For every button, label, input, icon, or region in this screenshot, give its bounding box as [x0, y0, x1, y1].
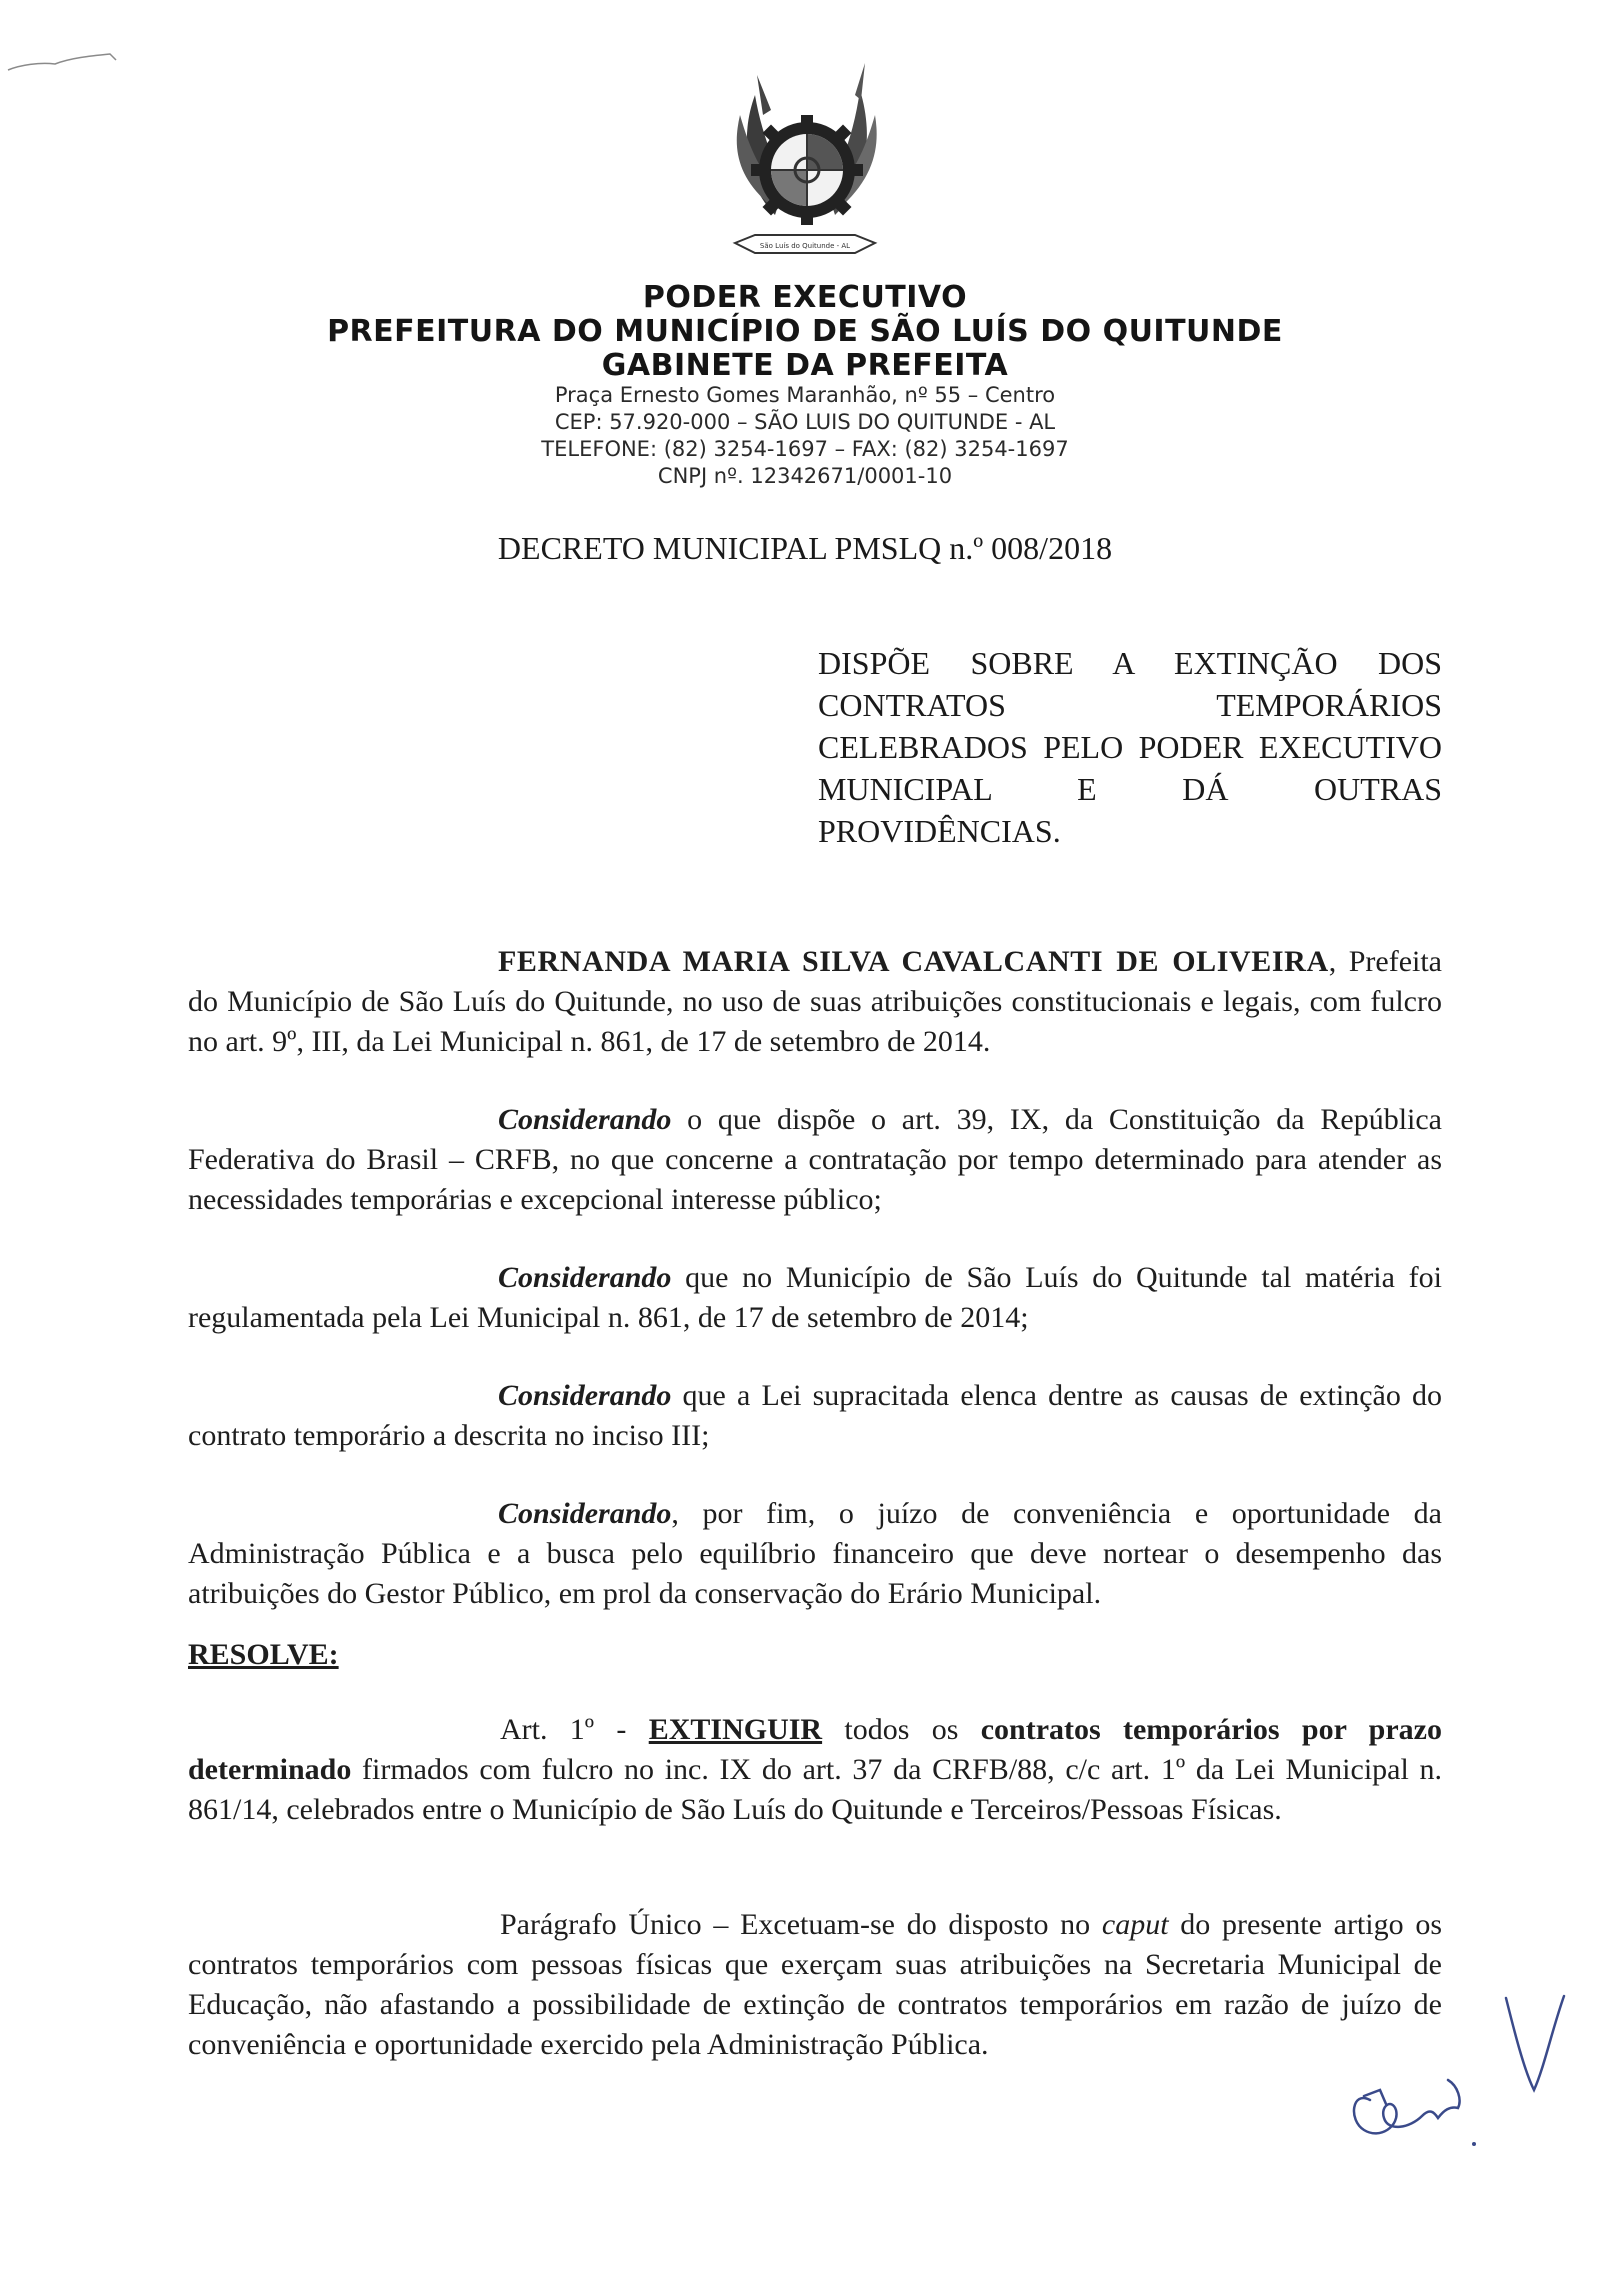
resolve-heading: RESOLVE: — [188, 1638, 339, 1671]
article-1 — [188, 1710, 1442, 1830]
header-line-gabinete: GABINETE DA PREFEITA — [601, 348, 1009, 383]
considerando-text: que a Lei supracitada elenca dentre as causas de extinção do contrato temporário a descrita no inciso III; — [188, 1379, 1442, 1452]
considerando-paragraph-4 — [188, 1494, 1442, 1614]
handwritten-initials-signature — [1340, 2060, 1480, 2150]
municipal-crest-logo — [715, 55, 895, 270]
considerando-paragraph-2 — [188, 1258, 1442, 1338]
considerando-lead: Considerando — [498, 1103, 672, 1136]
header-address: Praça Ernesto Gomes Maranhão, nº 55 – Centro — [554, 383, 1056, 407]
considerando-text: , por fim, o juízo de conveniência e oportunidade da Administração Pública e a busca pelo equilíbrio financeiro que deve nortear o desempenho das atribuições do Gestor Público, em prol da conservação do Erário Municipal. — [188, 1497, 1442, 1610]
header-line-poder-executivo: PODER EXECUTIVO — [642, 280, 968, 315]
header-cnpj: CNPJ nº. 12342671/0001-10 — [657, 464, 953, 488]
article-rest: firmados com fulcro no inc. IX do art. 37 da CRFB/88, c/c art. 1º da Lei Municipal n. 861/14, celebrados entre o Município de São Luís do Quitunde e Terceiros/Pessoas Físicas. — [188, 1753, 1442, 1826]
paragraph-prefix: Parágrafo Único – Excetuam-se do disposto no — [500, 1908, 1102, 1941]
paragraph-rest: do presente artigo os contratos temporários com pessoas físicas que exerçam suas atribuições na Secretaria Municipal de Educação, não afastando a possibilidade de extinção de contratos temporários em razão de juízo de conveniência e oportunidade exercido pela Administração Pública. — [188, 1908, 1442, 2061]
decree-summary: DISPÕE SOBRE A EXTINÇÃO DOS CONTRATOS TEMPORÁRIOS CELEBRADOS PELO PODER EXECUTIVO MUNICIPAL E DÁ OUTRAS PROVIDÊNCIAS. — [818, 645, 1442, 849]
header-phone: TELEFONE: (82) 3254-1697 – FAX: (82) 3254-1697 — [541, 437, 1069, 461]
considerando-lead: Considerando — [498, 1261, 672, 1294]
intro-text: , Prefeita do Município de São Luís do Quitunde, no uso de suas atribuições constitucionais e legais, com fulcro no art. 9º, III, da Lei Municipal n. 861, de 17 de setembro de 2014. — [188, 945, 1442, 1058]
article-mid: todos os — [822, 1713, 981, 1746]
mayor-name: FERNANDA MARIA SILVA CAVALCANTI DE OLIVEIRA — [498, 945, 1329, 978]
intro-paragraph — [188, 942, 1442, 1062]
article-verb: EXTINGUIR — [648, 1713, 823, 1746]
considerando-text: que no Município de São Luís do Quitunde tal matéria foi regulamentada pela Lei Municipal n. 861, de 17 de setembro de 2014; — [188, 1261, 1442, 1334]
considerando-lead: Considerando — [498, 1497, 672, 1530]
paragrafo-unico — [188, 1905, 1442, 2065]
considerando-paragraph-1 — [188, 1100, 1442, 1220]
article-bold-term: contratos temporários por prazo determinado — [188, 1713, 1442, 1786]
considerando-text: o que dispõe o art. 39, IX, da Constituição da República Federativa do Brasil – CRFB, no que concerne a contratação por tempo determinado para atender as necessidades temporárias e excepcional interesse público; — [188, 1103, 1442, 1216]
header-line-prefeitura: PREFEITURA DO MUNICÍPIO DE SÃO LUÍS DO QUITUNDE — [327, 314, 1283, 349]
crest-caption: São Luís do Quitunde - AL — [759, 242, 851, 250]
considerando-lead: Considerando — [498, 1379, 672, 1412]
decree-title: DECRETO MUNICIPAL PMSLQ n.º 008/2018 — [497, 530, 1113, 566]
paragraph-italic-caput: caput — [1101, 1908, 1169, 1941]
article-prefix: Art. 1º - — [500, 1713, 649, 1746]
pen-check-mark — [1500, 1990, 1570, 2100]
pen-scribble-mark — [0, 40, 130, 80]
header-cep: CEP: 57.920-000 – SÃO LUIS DO QUITUNDE - AL — [554, 410, 1056, 434]
considerando-paragraph-3 — [188, 1376, 1442, 1456]
